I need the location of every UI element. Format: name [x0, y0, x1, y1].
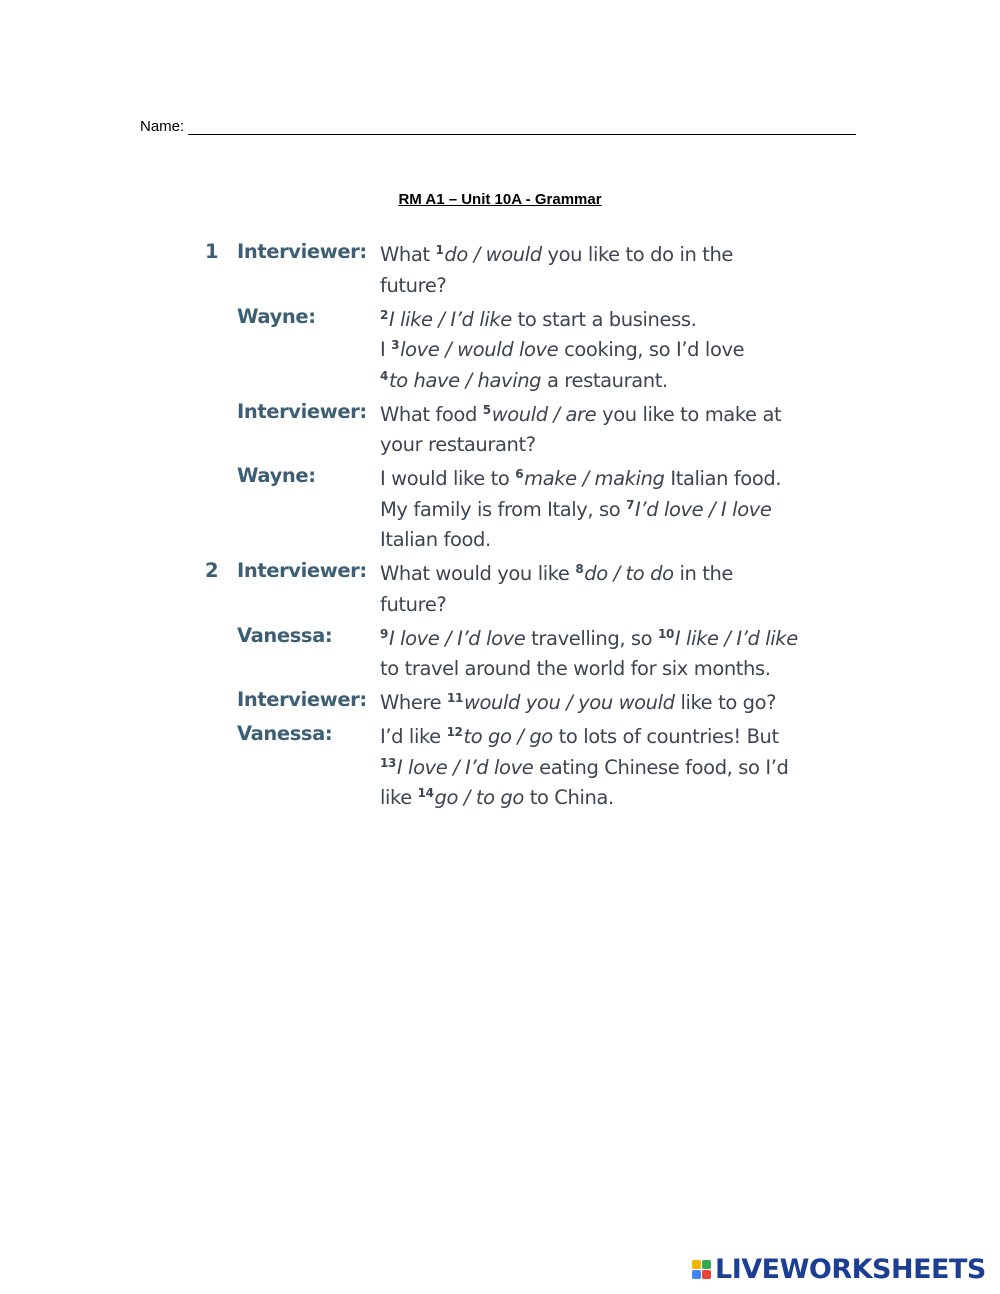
logo-square	[692, 1260, 701, 1269]
dialogue-text: I	[380, 338, 392, 361]
answer-choice[interactable]: I love / I’d love	[388, 626, 526, 650]
dialogue-line	[380, 464, 795, 495]
gap-number: 10	[658, 626, 674, 641]
grammar-exercise	[205, 240, 798, 817]
dialogue-turn	[205, 559, 795, 620]
gap-number: 12	[446, 725, 463, 739]
dialogue-line	[380, 688, 795, 719]
dialogue-text: like to go?	[674, 691, 777, 714]
gap-number: 3	[391, 338, 400, 352]
dialogue-turn	[205, 305, 795, 397]
liveworksheets-logo-icon	[692, 1260, 711, 1279]
dialogue-text: your restaurant?	[380, 433, 536, 456]
dialogue-line	[380, 400, 795, 431]
dialogue-text: to China.	[523, 786, 614, 809]
speaker-label: Vanessa:	[237, 722, 333, 745]
speaker-label: Interviewer:	[237, 399, 367, 423]
speaker-label: Vanessa:	[237, 623, 333, 647]
dialogue-text: to lots of countries! But	[552, 725, 779, 748]
dialogue-text: I’d like	[380, 725, 447, 748]
logo-text: LIVEWORKSHEETS	[715, 1253, 986, 1285]
speaker-label: Interviewer:	[237, 559, 367, 582]
gap-number: 6	[515, 467, 524, 481]
logo-square	[702, 1260, 711, 1269]
dialogue-text: What food	[380, 402, 483, 426]
dialogue-text: to travel around the world for six months.	[380, 657, 771, 680]
gap-number: 14	[417, 786, 434, 800]
dialogue-line	[380, 525, 795, 556]
dialogue-line	[380, 335, 795, 366]
answer-choice[interactable]: would / are	[491, 402, 597, 426]
dialogue-line	[380, 366, 795, 397]
gap-number: 11	[447, 691, 463, 705]
exercise-number	[205, 464, 237, 556]
gap-number: 2	[380, 307, 388, 322]
dialogue-text: you like to make at	[596, 402, 782, 426]
exercise-number: 2	[205, 559, 219, 582]
speaker-label: Wayne:	[237, 304, 316, 328]
gap-number: 9	[380, 626, 388, 641]
dialogue-line	[380, 590, 795, 621]
exercise-number	[205, 722, 237, 814]
dialogue-text: What would you like	[380, 562, 576, 585]
exercise-number	[205, 688, 237, 719]
gap-number: 4	[380, 368, 388, 383]
gap-number: 1	[435, 243, 444, 257]
dialogue-text: What	[380, 243, 436, 266]
dialogue-text: in the	[673, 562, 734, 585]
answer-choice[interactable]: do / to do	[584, 562, 674, 585]
gap-number: 8	[575, 562, 584, 576]
exercise-number: 1	[205, 240, 219, 263]
name-label: Name:	[140, 118, 185, 135]
dialogue-turn	[205, 240, 795, 301]
dialogue-text: a restaurant.	[541, 368, 668, 392]
dialogue-turn	[205, 722, 795, 814]
answer-choice[interactable]: go / to go	[434, 786, 524, 809]
speaker-label: Interviewer:	[237, 240, 367, 263]
answer-choice[interactable]: would you / you would	[463, 691, 675, 714]
dialogue-turn	[205, 688, 795, 719]
answer-choice[interactable]: to have / having	[388, 368, 542, 392]
exercise-number	[205, 624, 237, 685]
exercise-number	[205, 305, 237, 397]
dialogue-text: cooking, so I’d love	[558, 338, 745, 361]
dialogue-line	[380, 624, 798, 655]
logo-square	[692, 1270, 701, 1279]
dialogue-text: like	[380, 786, 418, 809]
dialogue-line	[380, 305, 795, 336]
gap-number: 5	[482, 402, 491, 417]
worksheet-title: RM A1 – Unit 10A - Grammar	[398, 191, 602, 208]
answer-choice[interactable]: do / would	[444, 243, 542, 266]
dialogue-text: to start a business.	[511, 307, 697, 331]
dialogue-text: eating Chinese food, so I’d	[533, 755, 789, 779]
dialogue-text: Italian food.	[664, 467, 782, 490]
dialogue-line	[380, 495, 795, 526]
answer-choice[interactable]: make / making	[524, 467, 665, 490]
dialogue-line	[380, 271, 795, 302]
dialogue-text: travelling, so	[525, 626, 658, 650]
dialogue-line	[380, 430, 795, 461]
answer-choice[interactable]: I love / I’d love	[396, 755, 534, 779]
dialogue-line	[380, 654, 798, 685]
dialogue-text: I would like to	[380, 467, 516, 490]
gap-number: 13	[380, 755, 396, 770]
speaker-label: Wayne:	[237, 464, 316, 487]
dialogue-text: future?	[380, 273, 447, 297]
name-field-row	[140, 118, 856, 135]
liveworksheets-logo	[692, 1254, 986, 1284]
answer-choice[interactable]: I like / I’d like	[674, 626, 798, 650]
dialogue-line	[380, 722, 795, 753]
answer-choice[interactable]: love / would love	[400, 338, 559, 361]
dialogue-line	[380, 559, 795, 590]
dialogue-turn	[205, 400, 795, 461]
dialogue-line	[380, 240, 795, 271]
answer-choice[interactable]: I like / I’d like	[388, 307, 512, 331]
dialogue-text: Where	[380, 691, 448, 714]
name-blank-line[interactable]	[188, 120, 856, 135]
exercise-number	[205, 400, 237, 461]
speaker-label: Interviewer:	[237, 688, 367, 711]
dialogue-text: Italian food.	[380, 528, 491, 551]
dialogue-text: future?	[380, 592, 447, 616]
dialogue-turn	[205, 464, 795, 556]
answer-choice[interactable]: I’d love / I love	[635, 497, 772, 521]
gap-number: 7	[626, 497, 635, 512]
logo-square	[702, 1270, 711, 1279]
dialogue-text: My family is from Italy, so	[380, 497, 627, 521]
dialogue-line	[380, 753, 795, 784]
dialogue-line	[380, 783, 795, 814]
dialogue-turn	[205, 623, 798, 685]
answer-choice[interactable]: to go / go	[463, 725, 553, 748]
dialogue-text: you like to do in the	[541, 243, 734, 266]
